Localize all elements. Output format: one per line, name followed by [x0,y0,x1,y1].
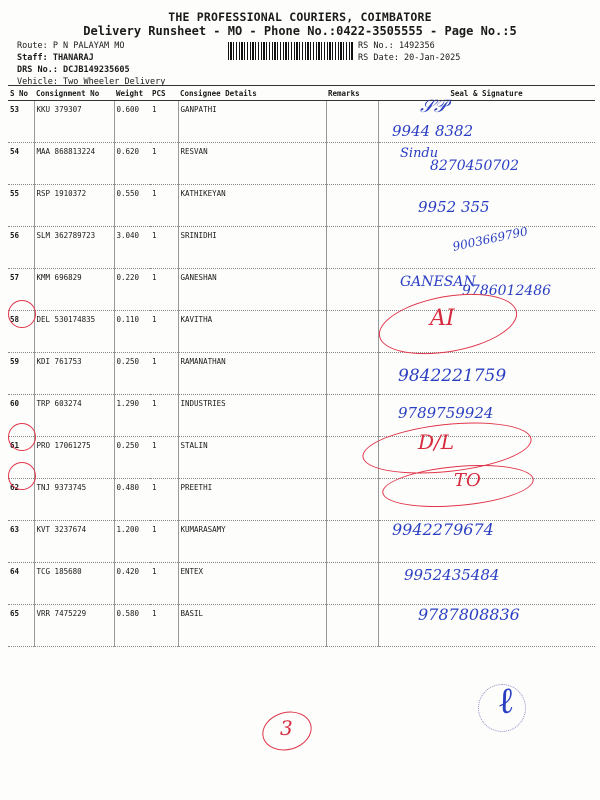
weight-cell: 0.620 [114,143,150,185]
signature-56: 9003669790 [451,224,529,254]
staff-text: Staff: THANARAJ [17,53,94,63]
table-row [8,521,595,563]
table-row [8,185,595,227]
sno-cell: 65 [8,605,34,647]
remarks-cell [326,479,378,521]
table-header-row [8,86,595,101]
vehicle-text: Vehicle: Two Wheeler Delivery [17,77,166,87]
table-row [8,353,595,395]
consignment-cell: KMM 696829 [34,269,114,311]
weight-cell: 0.420 [114,563,150,605]
weight-cell: 0.220 [114,269,150,311]
red-circle-sno-61 [8,423,36,451]
pcs-cell: 1 [150,269,178,311]
consignment-cell: RSP 1910372 [34,185,114,227]
pcs-cell: 1 [150,101,178,143]
col-pcs: PCS [150,86,178,101]
mark-61: D/L [418,430,455,454]
weight-cell: 0.600 [114,101,150,143]
pcs-cell: 1 [150,185,178,227]
consignment-cell: TRP 603274 [34,395,114,437]
pcs-cell: 1 [150,227,178,269]
col-consignee: Consignee Details [178,86,326,101]
sno-cell: 56 [8,227,34,269]
signature-63: 9942279674 [392,520,494,539]
remarks-cell [326,143,378,185]
weight-cell: 0.250 [114,437,150,479]
col-sno: S No [8,86,34,101]
col-weight: Weight [114,86,150,101]
consignment-cell: VRR 7475229 [34,605,114,647]
rs-date-text: RS Date: 20-Jan-2025 [358,53,461,63]
sno-cell: 62 [8,479,34,521]
red-circle-sno-58 [8,300,36,328]
weight-cell: 0.250 [114,353,150,395]
remarks-cell [326,521,378,563]
remarks-cell [326,185,378,227]
signature-65: 9787808836 [418,605,520,624]
pcs-cell: 1 [150,311,178,353]
signature-54-phone: 8270450702 [430,158,520,174]
mark-58: AI [430,306,455,331]
sno-cell: 59 [8,353,34,395]
sno-cell: 61 [8,437,34,479]
remarks-cell [326,353,378,395]
remarks-cell [326,269,378,311]
remarks-cell [326,227,378,269]
meta-right [358,40,460,64]
consignee-cell: BASIL [178,605,326,647]
table-row [8,101,595,143]
consignment-cell: KDI 761753 [34,353,114,395]
pcs-cell: 1 [150,479,178,521]
weight-cell: 0.110 [114,311,150,353]
consignee-cell: STALIN [178,437,326,479]
table-row [8,563,595,605]
remarks-cell [326,101,378,143]
sno-cell: 60 [8,395,34,437]
consignee-cell: GANESHAN [178,269,326,311]
consignee-cell: KUMARASAMY [178,521,326,563]
route-text: Route: P N PALAYAM MO [17,41,125,51]
pcs-cell: 1 [150,395,178,437]
weight-cell: 3.040 [114,227,150,269]
pcs-cell: 1 [150,521,178,563]
consignee-cell: INDUSTRIES [178,395,326,437]
consignee-cell: KAVITHA [178,311,326,353]
consignee-cell: PREETHI [178,479,326,521]
pcs-cell: 1 [150,563,178,605]
consignee-cell: ENTEX [178,563,326,605]
col-signature: Seal & Signature [378,86,595,101]
sno-cell: 54 [8,143,34,185]
signature-57-phone: 9786012486 [462,283,552,299]
consignee-cell: SRINIDHI [178,227,326,269]
sno-cell: 63 [8,521,34,563]
col-consignment: Consignment No [34,86,114,101]
consignment-cell: KVT 3237674 [34,521,114,563]
consignment-cell: KKU 379307 [34,101,114,143]
consignee-cell: KATHIKEYAN [178,185,326,227]
consignee-cell: RESVAN [178,143,326,185]
final-signature-mark: ℓ [495,680,516,723]
weight-cell: 1.290 [114,395,150,437]
signature-59: 9842221759 [398,366,507,386]
page-mark: 3 [280,716,293,740]
meta-left [17,40,165,88]
signature-55: 9952 355 [418,198,490,216]
consignee-cell: GANPATHI [178,101,326,143]
scribble-53: 𝒮𝒫 [420,96,447,117]
sno-cell: 53 [8,101,34,143]
consignment-cell: MAA 868813224 [34,143,114,185]
signature-64: 9952435484 [404,566,500,584]
sno-cell: 64 [8,563,34,605]
red-circle-sno-62 [8,462,36,490]
signature-60: 9789759924 [398,404,494,422]
pcs-cell: 1 [150,437,178,479]
mark-62: TO [454,470,481,491]
signature-53: 9944 8382 [392,122,474,140]
sno-cell: 58 [8,311,34,353]
rs-no-text: RS No.: 1492356 [358,41,435,51]
sno-cell: 55 [8,185,34,227]
barcode [228,42,353,60]
weight-cell: 0.480 [114,479,150,521]
signature-54-name: Sindu [400,146,439,161]
remarks-cell [326,605,378,647]
consignment-cell: TCG 185680 [34,563,114,605]
drs-text: DRS No.: DCJB149235605 [17,65,130,75]
signature-57-name: GANESAN [400,274,476,290]
pcs-cell: 1 [150,353,178,395]
consignment-cell: SLM 362789723 [34,227,114,269]
col-remarks: Remarks [326,86,378,101]
weight-cell: 0.580 [114,605,150,647]
remarks-cell [326,563,378,605]
runsheet-subtitle: Delivery Runsheet - MO - Phone No.:0422-3505555 - Page No.:5 [83,24,517,38]
consignment-cell: TNJ 9373745 [34,479,114,521]
remarks-cell [326,311,378,353]
weight-cell: 0.550 [114,185,150,227]
consignment-cell: PRO 17061275 [34,437,114,479]
pcs-cell: 1 [150,143,178,185]
consignment-cell: DEL 530174835 [34,311,114,353]
company-title: THE PROFESSIONAL COURIERS, COIMBATORE [168,10,432,24]
consignee-cell: RAMANATHAN [178,353,326,395]
pcs-cell: 1 [150,605,178,647]
sno-cell: 57 [8,269,34,311]
remarks-cell [326,395,378,437]
weight-cell: 1.200 [114,521,150,563]
